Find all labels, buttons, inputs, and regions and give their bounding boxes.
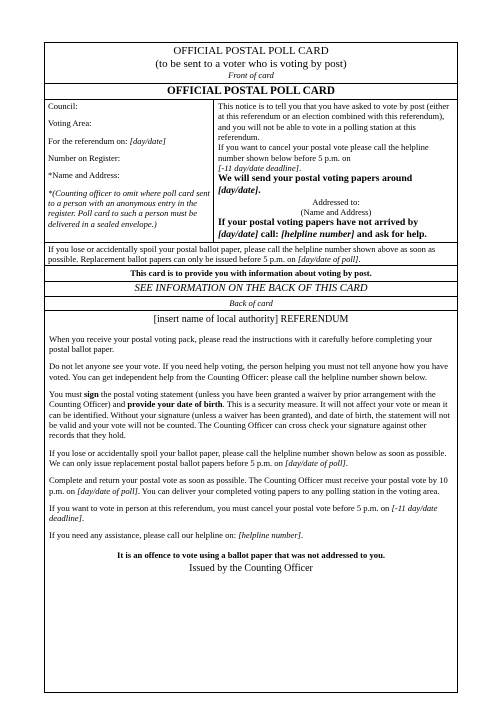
back-paragraph-cancel: If you want to vote in person at this referendum, you must cancel your postal vote before 5 p.m. on [-11 day/date deadline].	[49, 502, 438, 524]
see-back-notice: SEE INFORMATION ON THE BACK OF THIS CARD	[45, 282, 457, 298]
front-details	[45, 100, 457, 243]
field-voting-area: Voting Area:	[48, 118, 92, 129]
back-of-card-label: Back of card	[45, 297, 457, 310]
back-paragraph-signature: You must sign the postal voting statement (unless you have been granted a waiver by prior arrangement with the Counting Officer) and provide your date of birth. This is a security measure. It will not affect your vote or mean it can be identified. Without your signature (unless a waiver has been granted), and date of birth, the statement will not be valid and your vote will not be counted. The Counting Officer can cross check your signature against other records that they hold.	[49, 389, 450, 441]
back-paragraph-secrecy: Do not let anyone see your vote. If you need help voting, the person helping you must not tell anyone how you have voted. You can get independent help from the Counting Officer: please call the helpline number shown below.	[49, 361, 449, 382]
field-referendum-date: For the referendum on: [day/date]	[48, 135, 166, 146]
issued-by: Issued by the Counting Officer	[189, 563, 313, 575]
back-paragraph-assistance: If you need any assistance, please call our helpline on: [helpline number].	[49, 530, 304, 541]
document-subtitle: (to be sent to a voter who is voting by post)	[155, 57, 347, 70]
addressed-to-label: Addressed to:	[312, 196, 360, 207]
back-paragraph-instructions: When you receive your postal voting pack, please read the instructions with it carefully before completing your postal ballot paper.	[49, 333, 433, 355]
offence-warning: It is an offence to vote using a ballot paper that was not addressed to you.	[116, 549, 385, 560]
back-paragraph-return: Complete and return your postal vote as soon as possible. The Counting Officer must receive your postal vote by 10 p.m. on [day/date of poll]. You can deliver your completed voting papers to any polling station in the voting area.	[49, 475, 448, 496]
name-and-address-placeholder: (Name and Address)	[300, 207, 372, 218]
anonymous-entry-note: *(Counting officer to omit where poll card sent to a person with an anonymous entry in the register. Poll card to such a person must be delivered in a sealed envelope.)	[48, 187, 210, 229]
back-paragraph-spoil: If you lose or accidentally spoil your ballot paper, please call the helpline number shown below as soon as possible. We can only issue replacement postal ballot papers before 5 p.m. on [day/date of poll].	[49, 447, 447, 468]
voter-fields	[45, 100, 214, 242]
card-title: OFFICIAL POSTAL POLL CARD	[45, 84, 457, 100]
front-of-card-label: Front of card	[228, 70, 274, 81]
postal-papers-date: We will send your postal voting papers around [day/date].	[218, 173, 413, 196]
spoil-notice: If you lose or accidentally spoil your postal ballot paper, please call the helpline number shown above as soon as possible. Replacement ballot papers can only be issued before 5 p.m. on [day/date of poll].	[45, 243, 457, 267]
not-arrived-paragraph: If your postal voting papers have not arrived by [day/date] call: [helpline number] and ask for help.	[218, 217, 427, 241]
card-purpose: This card is to provide you with information about voting by post.	[45, 266, 457, 281]
cancel-paragraph: If you want to cancel your postal vote please call the helpline number shown below before 5 p.m. on [-11 day/date deadline].	[218, 142, 429, 173]
field-name-address: *Name and Address:	[48, 170, 120, 181]
notice-text	[214, 100, 457, 242]
back-header: [insert name of local authority] REFERENDUM	[153, 313, 349, 325]
document-title: OFFICIAL POSTAL POLL CARD	[173, 45, 329, 57]
field-council: Council:	[48, 101, 78, 112]
notice-paragraph: This notice is to tell you that you have asked to vote by post (either at this referendum or an election combined with this referendum), and you will not be able to vote in a polling station at this referendum.	[218, 101, 450, 142]
postal-poll-card	[44, 42, 458, 693]
back-section	[45, 311, 457, 578]
front-header	[45, 43, 457, 84]
field-register-number: Number on Register:	[48, 152, 121, 163]
